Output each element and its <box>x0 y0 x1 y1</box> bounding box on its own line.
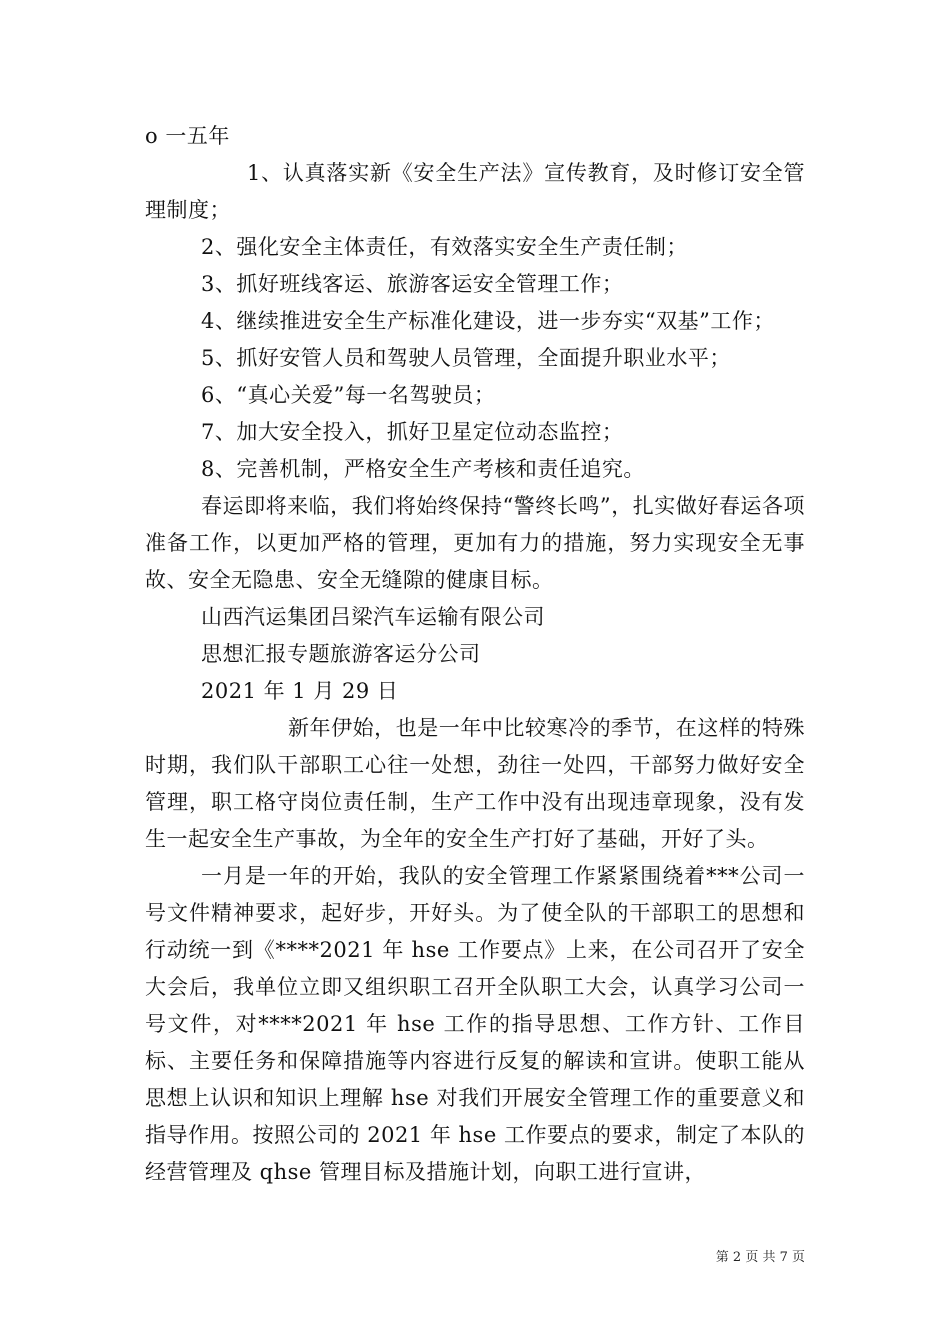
list-item-1: 1、认真落实新《安全生产法》宣传教育，及时修订安全管理制度； <box>145 161 805 222</box>
list-item-7: 7、加大安全投入，抓好卫星定位动态监控； <box>201 420 624 444</box>
heading-line: o 一五年 <box>145 124 230 148</box>
list-item-5: 5、抓好安管人员和驾驶人员管理，全面提升职业水平； <box>201 346 731 370</box>
document-date: 2021 年 1 月 29 日 <box>201 679 399 703</box>
body-paragraph: 春运即将来临，我们将始终保持“警终长鸣”，扎实做好春运各项准备工作，以更加严格的管理，更加有力的措施，努力实现安全无事故、安全无隐患、安全无缝隙的健康目标。 <box>145 494 805 592</box>
document-body <box>145 118 805 1191</box>
list-item-8: 8、完善机制，严格安全生产考核和责任追究。 <box>201 457 645 481</box>
list-item-3: 3、抓好班线客运、旅游客运安全管理工作； <box>201 272 624 296</box>
body-paragraph: 一月是一年的开始，我队的安全管理工作紧紧围绕着***公司一号文件精神要求，起好步，开好头。为了使全队的干部职工的思想和行动统一到《****2021 年 hse 工作要点》上来，在公司召开了安全大会后，我单位立即又组织职工召开全队职工大会，认真学习公司一号文件，对****2021 年 hse 工作的指导思想、工作方针、工作目标、主要任务和保障措施等内容进行反复的解读和宣讲。使职工能从思想上认识和知识上理解 hse 对我们开展安全管理工作的重要意义和指导作用。按照公司的 2021 年 hse 工作要点的要求，制定了本队的经营管理及 qhse 管理目标及措施计划，向职工进行宣讲， <box>145 864 805 1184</box>
page-number: 第 2 页 共 7 页 <box>715 1250 805 1265</box>
list-item-2: 2、强化安全主体责任，有效落实安全生产责任制； <box>201 235 688 259</box>
company-name: 山西汽运集团吕梁汽车运输有限公司 <box>201 605 545 629</box>
list-item-6: 6、“真心关爱”每一名驾驶员； <box>201 383 496 407</box>
list-item-4: 4、继续推进安全生产标准化建设，进一步夯实“双基”工作； <box>201 309 775 333</box>
body-paragraph: 新年伊始，也是一年中比较寒冷的季节，在这样的特殊时期，我们队干部职工心往一处想，劲往一处四，干部努力做好安全管理，职工格守岗位责任制，生产工作中没有出现违章现象，没有发生一起安全生产事故，为全年的安全生产打好了基础，开好了头。 <box>145 716 805 851</box>
branch-name: 思想汇报专题旅游客运分公司 <box>201 642 481 666</box>
